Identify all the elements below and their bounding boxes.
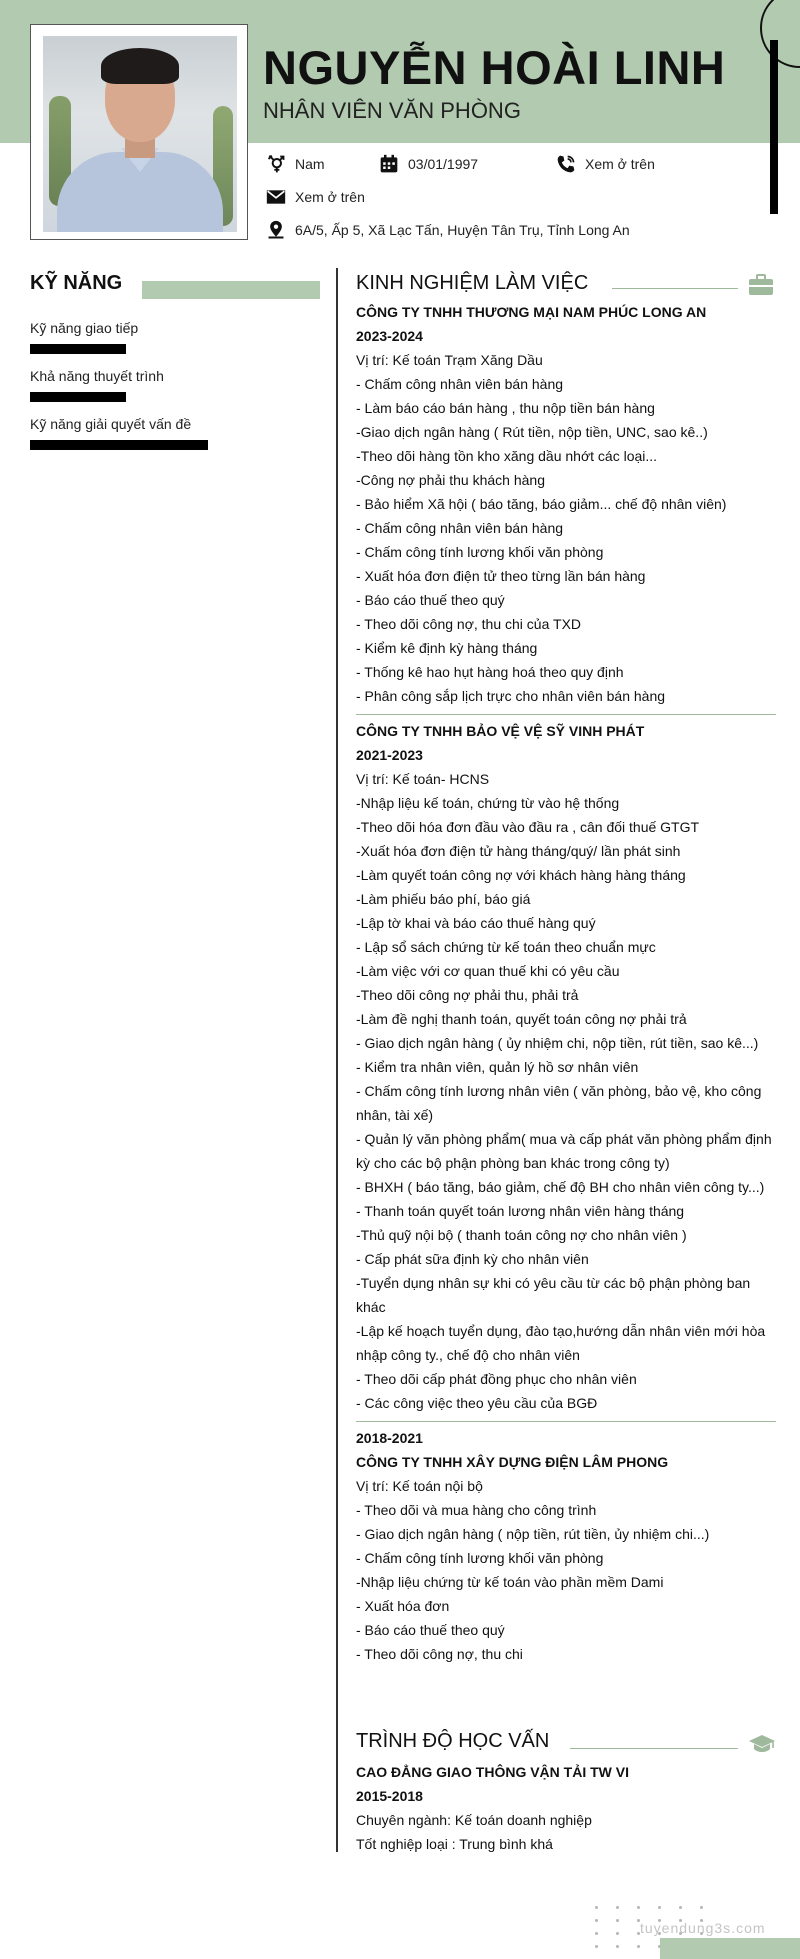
gender-icon xyxy=(266,154,286,174)
job-entry xyxy=(356,300,776,708)
job-detail: - Theo dõi và mua hàng cho công trình xyxy=(356,1502,597,1518)
job-detail: - Chấm công tính lương khối văn phòng xyxy=(356,544,604,560)
skill-level-bar xyxy=(30,440,208,450)
job-detail: - Giao dịch ngân hàng ( ủy nhiệm chi, nộp tiền, rút tiền, sao kê...) xyxy=(356,1035,759,1051)
job-detail: -Nhập liệu kế toán, chứng từ vào hệ thống xyxy=(356,795,620,811)
email-value: Xem ở trên xyxy=(295,189,365,205)
job-detail: - Phân công sắp lịch trực cho nhân viên bán hàng xyxy=(356,688,666,704)
job-detail: - Chấm công nhân viên bán hàng xyxy=(356,376,564,392)
skills-title: KỸ NĂNG xyxy=(30,272,123,294)
column-divider xyxy=(336,268,338,1852)
education-title-line xyxy=(570,1748,738,1749)
graduation-cap-icon xyxy=(748,1734,776,1754)
skills-title-bar xyxy=(142,281,320,299)
job-detail: - Báo cáo thuế theo quý xyxy=(356,1622,505,1638)
job-detail: Vị trí: Kế toán Trạm Xăng Dầu xyxy=(356,352,543,368)
job-detail: - Bảo hiểm Xã hội ( báo tăng, báo giảm... chế độ nhân viên) xyxy=(356,496,727,512)
education-heading: 2015-2018 xyxy=(356,1788,423,1804)
contact-birthday xyxy=(379,154,478,174)
skill-level-bar xyxy=(30,392,126,402)
job-detail: - Các công việc theo yêu cầu của BGĐ xyxy=(356,1395,598,1411)
skill-name: Kỹ năng giải quyết vấn đề xyxy=(30,416,192,432)
job-detail: -Làm đề nghị thanh toán, quyết toán công nợ phải trả xyxy=(356,1011,687,1027)
job-detail: - Kiểm kê định kỳ hàng tháng xyxy=(356,640,538,656)
job-title: NHÂN VIÊN VĂN PHÒNG xyxy=(263,98,521,123)
contact-email xyxy=(266,187,365,207)
contact-address xyxy=(266,220,630,240)
education-heading: CAO ĐẲNG GIAO THÔNG VẬN TẢI TW VI xyxy=(356,1764,629,1780)
job-detail: - Xuất hóa đơn điện tử theo từng lần bán hàng xyxy=(356,568,646,584)
phone-icon xyxy=(556,154,576,174)
job-detail: Vị trí: Kế toán nội bộ xyxy=(356,1478,483,1494)
job-detail: -Xuất hóa đơn điện tử hàng tháng/quý/ lần phát sinh xyxy=(356,843,681,859)
job-detail: - Xuất hóa đơn xyxy=(356,1598,450,1614)
job-detail: - Thống kê hao hụt hàng hoá theo quy định xyxy=(356,664,624,680)
birthday-value: 03/01/1997 xyxy=(408,156,479,172)
job-detail: - Báo cáo thuế theo quý xyxy=(356,592,505,608)
job-detail: - Chấm công tính lương nhân viên ( văn phòng, bảo vệ, kho công nhân, tài xế) xyxy=(356,1083,762,1123)
job-detail: - Quản lý văn phòng phẩm( mua và cấp phát văn phòng phẩm định kỳ cho các bộ phận phòng ban khác trong công ty) xyxy=(356,1131,772,1171)
job-detail: -Thủ quỹ nội bộ ( thanh toán công nợ cho nhân viên ) xyxy=(356,1227,687,1243)
skill-item xyxy=(30,416,322,450)
skill-level-bar xyxy=(30,344,126,354)
education-detail: Tốt nghiệp loại : Trung bình khá xyxy=(356,1836,553,1852)
phone-value: Xem ở trên xyxy=(585,156,655,172)
job-detail: -Làm phiếu báo phí, báo giá xyxy=(356,891,531,907)
job-separator xyxy=(356,714,776,715)
experience-title-line xyxy=(612,288,738,289)
job-detail: -Theo dõi hóa đơn đầu vào đầu ra , cân đối thuế GTGT xyxy=(356,819,700,835)
skills-section xyxy=(30,272,322,450)
watermark-text: tuyendung3s.com xyxy=(640,1920,766,1936)
job-detail: - Theo dõi công nợ, thu chi xyxy=(356,1646,523,1662)
person-name: NGUYỄN HOÀI LINH xyxy=(263,41,726,94)
job-detail: - BHXH ( báo tăng, báo giảm, chế độ BH cho nhân viên công ty...) xyxy=(356,1179,765,1195)
calendar-icon xyxy=(379,154,399,174)
job-detail: -Công nợ phải thu khách hàng xyxy=(356,472,545,488)
address-value: 6A/5, Ấp 5, Xã Lạc Tấn, Huyện Tân Trụ, Tỉnh Long An xyxy=(295,222,630,238)
contact-gender xyxy=(266,154,325,174)
job-detail: -Làm việc với cơ quan thuế khi có yêu cầu xyxy=(356,963,620,979)
skill-name: Kỹ năng giao tiếp xyxy=(30,320,139,336)
job-detail: - Chấm công tính lương khối văn phòng xyxy=(356,1550,604,1566)
location-pin-icon xyxy=(266,220,286,240)
job-heading: CÔNG TY TNHH XÂY DỰNG ĐIỆN LÂM PHONG xyxy=(356,1454,669,1470)
job-entry xyxy=(356,1426,776,1666)
job-heading: CÔNG TY TNHH BẢO VỆ VỆ SỸ VINH PHÁT xyxy=(356,723,645,739)
skill-item xyxy=(30,368,322,402)
experience-section xyxy=(356,268,776,1666)
education-section xyxy=(356,1726,776,1856)
watermark-bar xyxy=(660,1938,800,1959)
gender-value: Nam xyxy=(295,156,325,172)
email-icon xyxy=(266,187,286,207)
job-detail: -Theo dõi công nợ phải thu, phải trả xyxy=(356,987,579,1003)
education-detail: Chuyên ngành: Kế toán doanh nghiệp xyxy=(356,1812,592,1828)
job-detail: - Cấp phát sữa định kỳ cho nhân viên xyxy=(356,1251,589,1267)
skill-item xyxy=(30,320,322,354)
job-heading: 2021-2023 xyxy=(356,747,423,763)
education-title: TRÌNH ĐỘ HỌC VẤN xyxy=(356,1730,550,1752)
corner-bar-decoration xyxy=(770,40,778,214)
experience-title: KINH NGHIỆM LÀM VIỆC xyxy=(356,272,589,294)
job-heading: 2023-2024 xyxy=(356,328,423,344)
avatar-frame xyxy=(30,24,248,240)
job-detail: -Lập tờ khai và báo cáo thuế hàng quý xyxy=(356,915,596,931)
job-detail: -Tuyển dụng nhân sự khi có yêu cầu từ các bộ phận phòng ban khác xyxy=(356,1275,751,1315)
job-detail: - Giao dịch ngân hàng ( nộp tiền, rút tiền, ủy nhiệm chi...) xyxy=(356,1526,710,1542)
job-detail: - Kiểm tra nhân viên, quản lý hồ sơ nhân viên xyxy=(356,1059,639,1075)
job-detail: - Theo dõi cấp phát đồng phục cho nhân viên xyxy=(356,1371,637,1387)
job-detail: - Chấm công nhân viên bán hàng xyxy=(356,520,564,536)
job-separator xyxy=(356,1421,776,1422)
briefcase-icon xyxy=(748,274,774,296)
job-detail: -Nhập liệu chứng từ kế toán vào phần mềm Dami xyxy=(356,1574,664,1590)
job-detail: - Làm báo cáo bán hàng , thu nộp tiền bán hàng xyxy=(356,400,655,416)
job-heading: 2018-2021 xyxy=(356,1430,423,1446)
job-heading: CÔNG TY TNHH THƯƠNG MẠI NAM PHÚC LONG AN xyxy=(356,304,707,320)
job-detail: -Làm quyết toán công nợ với khách hàng hàng tháng xyxy=(356,867,686,883)
job-detail: -Theo dõi hàng tồn kho xăng dầu nhớt các loại... xyxy=(356,448,658,464)
avatar xyxy=(43,36,237,232)
contact-phone xyxy=(556,154,655,174)
job-detail: - Lập sổ sách chứng từ kế toán theo chuẩn mực xyxy=(356,939,656,955)
job-detail: -Giao dịch ngân hàng ( Rút tiền, nộp tiền, UNC, sao kê..) xyxy=(356,424,708,440)
job-detail: Vị trí: Kế toán- HCNS xyxy=(356,771,490,787)
job-detail: - Theo dõi công nợ, thu chi của TXD xyxy=(356,616,582,632)
skill-name: Khả năng thuyết trình xyxy=(30,368,164,384)
job-detail: - Thanh toán quyết toán lương nhân viên hàng tháng xyxy=(356,1203,685,1219)
job-entry xyxy=(356,719,776,1415)
job-detail: -Lập kế hoạch tuyển dụng, đào tạo,hướng dẫn nhân viên mới hòa nhập công ty., chế độ cho nhân viên xyxy=(356,1323,766,1363)
